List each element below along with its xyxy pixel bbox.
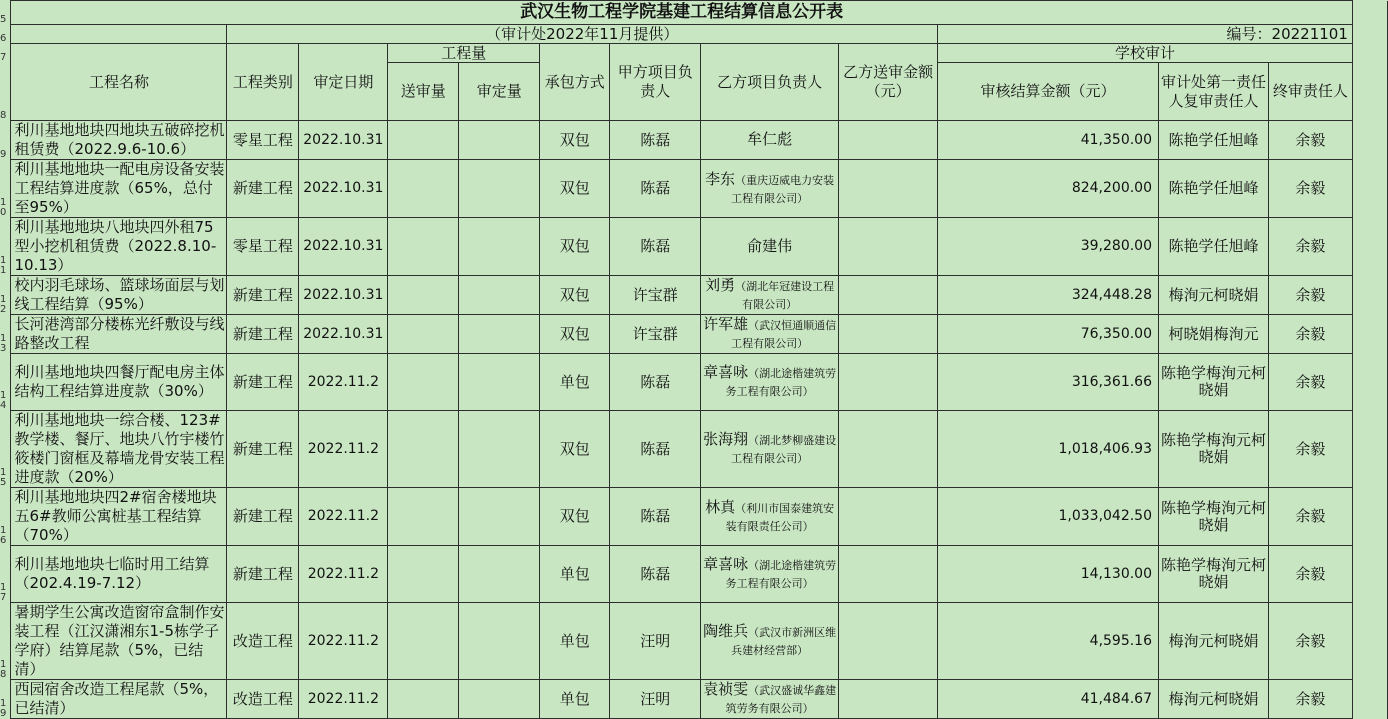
party-b-submitted-cell (839, 315, 938, 354)
row-number: 9 (0, 121, 11, 160)
project-name-cell: 利川基地地块一综合楼、123#教学楼、餐厅、地块八竹宇楼竹筱楼门窗框及幕墙龙骨安装工程进度款（20%） (11, 411, 227, 488)
approval-date-cell: 2022.11.2 (299, 411, 388, 488)
party-b-submitted-cell (839, 218, 938, 276)
contract-mode-cell: 双包 (540, 315, 610, 354)
approved-qty-cell (459, 121, 540, 160)
row-number: 6 (0, 25, 11, 44)
approved-qty-cell (459, 546, 540, 603)
party-b-submitted-cell (839, 411, 938, 488)
contract-mode-cell: 单包 (540, 546, 610, 603)
party-b-submitted-cell (839, 354, 938, 411)
header-quantity-group: 工程量 (388, 44, 540, 63)
party-b-company: （重庆迈威电力安装工程有限公司） (731, 173, 835, 205)
submitted-qty-cell (388, 411, 459, 488)
first-reviewer-cell: 陈艳学梅洵元柯晓娟 (1159, 411, 1269, 488)
first-reviewer-cell: 梅洵元柯晓娟 (1159, 603, 1269, 680)
header-party-a-lead: 甲方项目负责人 (610, 44, 701, 121)
header-approved-qty: 审定量 (459, 63, 540, 121)
row-number: 15 (0, 411, 11, 488)
contract-mode-cell: 双包 (540, 276, 610, 315)
final-reviewer-cell: 余毅 (1268, 546, 1352, 603)
table-row (0, 218, 1388, 276)
header-approval-date: 审定日期 (299, 44, 388, 121)
party-b-lead-cell (701, 546, 839, 603)
party-b-lead-cell (701, 160, 839, 218)
contract-mode-cell: 单包 (540, 603, 610, 680)
table-row (0, 411, 1388, 488)
party-b-lead-name: 章喜咏 (703, 363, 749, 381)
project-type-cell: 新建工程 (227, 276, 299, 315)
party-a-lead-cell: 陈磊 (610, 546, 701, 603)
header-submitted-qty: 送审量 (388, 63, 459, 121)
table-row (0, 354, 1388, 411)
first-reviewer-cell: 陈艳学任旭峰 (1159, 121, 1269, 160)
row-number: 13 (0, 315, 11, 354)
final-reviewer-cell: 余毅 (1268, 488, 1352, 546)
party-a-lead-cell: 汪明 (610, 680, 701, 719)
approval-date-cell: 2022.11.2 (299, 354, 388, 411)
party-a-lead-cell: 许宝群 (610, 315, 701, 354)
project-type-cell: 新建工程 (227, 411, 299, 488)
project-type-cell: 新建工程 (227, 315, 299, 354)
row-number: 10 (0, 160, 11, 218)
submitted-qty-cell (388, 680, 459, 719)
party-b-company: （湖北途楷建筑劳务工程有限公司） (725, 367, 837, 398)
table-row (0, 121, 1388, 160)
row-number: 11 (0, 218, 11, 276)
party-b-lead-cell (701, 354, 839, 411)
project-name-cell: 利川基地地块四2#宿舍楼地块五6#教师公寓桩基工程结算（70%） (11, 488, 227, 546)
audit-amount-cell: 1,033,042.50 (938, 488, 1159, 546)
party-b-company: （武汉恒通顺通信工程有限公司） (731, 319, 837, 350)
project-type-cell: 改造工程 (227, 603, 299, 680)
approval-date-cell: 2022.10.31 (299, 315, 388, 354)
party-b-lead-name: 俞建伟 (747, 236, 793, 255)
header-contract-mode: 承包方式 (540, 44, 610, 121)
header-party-b-lead: 乙方项目负责人 (701, 44, 839, 121)
project-type-cell: 新建工程 (227, 546, 299, 603)
doc-number: 编号：20221101 (938, 25, 1353, 44)
submitted-qty-cell (388, 121, 459, 160)
contract-mode-cell: 单包 (540, 680, 610, 719)
audit-amount-cell: 41,350.00 (938, 121, 1159, 160)
submitted-qty-cell (388, 218, 459, 276)
approval-date-cell: 2022.11.2 (299, 488, 388, 546)
party-b-lead-cell (701, 411, 839, 488)
party-b-lead-name: 林真 (705, 497, 736, 516)
header-first-reviewer: 审计处第一责任人复审责任人 (1159, 63, 1269, 121)
final-reviewer-cell: 余毅 (1268, 411, 1352, 488)
project-name-cell: 暑期学生公寓改造窗帘盒制作安装工程（江汉潇湘东1-5栋学子学府）结算尾款（5%，已结清） (11, 603, 227, 680)
table-row (0, 680, 1388, 719)
party-a-lead-cell: 陈磊 (610, 218, 701, 276)
row-number: 16 (0, 488, 11, 546)
project-name-cell: 利川基地地块四地块五破碎挖机租赁费（2022.9.6-10.6） (11, 121, 227, 160)
contract-mode-cell: 单包 (540, 354, 610, 411)
approval-date-cell: 2022.10.31 (299, 276, 388, 315)
party-b-company: （利川市国泰建筑安装有限责任公司） (725, 501, 835, 533)
submitted-qty-cell (388, 276, 459, 315)
contract-mode-cell: 双包 (540, 488, 610, 546)
final-reviewer-cell: 余毅 (1268, 276, 1352, 315)
first-reviewer-cell: 陈艳学任旭峰 (1159, 218, 1269, 276)
approved-qty-cell (459, 160, 540, 218)
row-number: 7 (0, 44, 11, 63)
approved-qty-cell (459, 680, 540, 719)
approved-qty-cell (459, 315, 540, 354)
row-number: 18 (0, 603, 11, 680)
party-a-lead-cell: 陈磊 (610, 121, 701, 160)
page-title: 武汉生物工程学院基建工程结算信息公开表 (11, 1, 1352, 25)
contract-mode-cell: 双包 (540, 121, 610, 160)
approved-qty-cell (459, 411, 540, 488)
party-b-lead-cell (701, 315, 839, 354)
page-subtitle: （审计处2022年11月提供） (227, 25, 938, 44)
contract-mode-cell: 双包 (540, 160, 610, 218)
party-b-submitted-cell (839, 488, 938, 546)
approved-qty-cell (459, 603, 540, 680)
party-a-lead-cell: 汪明 (610, 603, 701, 680)
final-reviewer-cell: 余毅 (1268, 354, 1352, 411)
project-type-cell: 改造工程 (227, 680, 299, 719)
approved-qty-cell (459, 218, 540, 276)
row-number: 12 (0, 276, 11, 315)
header-final-reviewer: 终审责任人 (1268, 63, 1352, 121)
project-name-cell: 校内羽毛球场、篮球场面层与划线工程结算（95%） (11, 276, 227, 315)
project-type-cell: 新建工程 (227, 160, 299, 218)
approval-date-cell: 2022.11.2 (299, 546, 388, 603)
final-reviewer-cell: 余毅 (1268, 218, 1352, 276)
header-party-b-submitted: 乙方送审金额（元） (839, 44, 938, 121)
table-row (0, 276, 1388, 315)
party-b-lead-name: 章喜咏 (703, 555, 749, 573)
header-audit-amount: 审核结算金额（元） (938, 63, 1159, 121)
party-b-lead-name: 袁祯雯 (703, 680, 749, 698)
final-reviewer-cell: 余毅 (1268, 603, 1352, 680)
approved-qty-cell (459, 354, 540, 411)
final-reviewer-cell: 余毅 (1268, 160, 1352, 218)
contract-mode-cell: 双包 (540, 218, 610, 276)
approval-date-cell: 2022.11.2 (299, 603, 388, 680)
table-body (0, 121, 1388, 719)
audit-amount-cell: 41,484.67 (938, 680, 1159, 719)
party-a-lead-cell: 许宝群 (610, 276, 701, 315)
project-type-cell: 零星工程 (227, 121, 299, 160)
submitted-qty-cell (388, 603, 459, 680)
party-b-lead-cell (701, 121, 839, 160)
project-name-cell: 利川基地地块七临时用工结算（202.4.19-7.12） (11, 546, 227, 603)
party-b-lead-cell (701, 680, 839, 719)
party-b-company: （武汉市新洲区维兵建材经营部） (731, 626, 837, 657)
audit-amount-cell: 316,361.66 (938, 354, 1159, 411)
project-type-cell: 零星工程 (227, 218, 299, 276)
submitted-qty-cell (388, 546, 459, 603)
approved-qty-cell (459, 276, 540, 315)
party-b-submitted-cell (839, 603, 938, 680)
party-b-lead-name: 陶维兵 (703, 622, 749, 640)
approval-date-cell: 2022.10.31 (299, 218, 388, 276)
row-number: 8 (0, 63, 11, 121)
submitted-qty-cell (388, 315, 459, 354)
party-b-submitted-cell (839, 680, 938, 719)
party-b-submitted-cell (839, 121, 938, 160)
table-row (0, 603, 1388, 680)
audit-amount-cell: 14,130.00 (938, 546, 1159, 603)
row-number: 19 (0, 680, 11, 719)
party-b-lead-name: 许军雄 (703, 315, 749, 333)
party-a-lead-cell: 陈磊 (610, 488, 701, 546)
project-name-cell: 西园宿舍改造工程尾款（5%，已结清） (11, 680, 227, 719)
audit-amount-cell: 324,448.28 (938, 276, 1159, 315)
first-reviewer-cell: 陈艳学梅洵元柯晓娟 (1159, 488, 1269, 546)
first-reviewer-cell: 柯晓娟梅洵元 (1159, 315, 1269, 354)
table-row (0, 315, 1388, 354)
party-b-company: （武汉盛诚华鑫建筑劳务有限公司） (725, 684, 837, 715)
party-b-company: （湖北梦柳盛建设工程有限公司） (731, 434, 837, 465)
project-name-cell: 利川基地地块四餐厅配电房主体结构工程结算进度款（30%） (11, 354, 227, 411)
party-b-lead-cell (701, 488, 839, 546)
row-number: 17 (0, 546, 11, 603)
party-b-lead-cell (701, 218, 839, 276)
approval-date-cell: 2022.10.31 (299, 121, 388, 160)
project-name-cell: 利川基地地块一配电房设备安装工程结算进度款（65%，总付至95%） (11, 160, 227, 218)
table-row (0, 488, 1388, 546)
final-reviewer-cell: 余毅 (1268, 680, 1352, 719)
party-b-submitted-cell (839, 160, 938, 218)
party-a-lead-cell: 陈磊 (610, 411, 701, 488)
audit-amount-cell: 76,350.00 (938, 315, 1159, 354)
project-name-cell: 利川基地地块八地块四外租75型小挖机租赁费（2022.8.10-10.13） (11, 218, 227, 276)
approved-qty-cell (459, 488, 540, 546)
header-audit-group: 学校审计 (938, 44, 1353, 63)
submitted-qty-cell (388, 354, 459, 411)
project-type-cell: 新建工程 (227, 488, 299, 546)
table-row (0, 546, 1388, 603)
audit-amount-cell: 39,280.00 (938, 218, 1159, 276)
audit-amount-cell: 824,200.00 (938, 160, 1159, 218)
party-a-lead-cell: 陈磊 (610, 160, 701, 218)
project-type-cell: 新建工程 (227, 354, 299, 411)
party-b-lead-name: 张海翔 (703, 430, 749, 448)
approval-date-cell: 2022.10.31 (299, 160, 388, 218)
audit-amount-cell: 4,595.16 (938, 603, 1159, 680)
party-b-lead-name: 李东 (705, 169, 736, 188)
submitted-qty-cell (388, 488, 459, 546)
first-reviewer-cell: 陈艳学任旭峰 (1159, 160, 1269, 218)
party-b-company: （湖北年冠建设工程有限公司） (735, 280, 835, 311)
row-number: 5 (0, 1, 11, 25)
project-name-cell: 长河港湾部分楼栋光纤敷设与线路整改工程 (11, 315, 227, 354)
header-project-type: 工程类别 (227, 44, 299, 121)
first-reviewer-cell: 陈艳学梅洵元柯晓娟 (1159, 546, 1269, 603)
final-reviewer-cell: 余毅 (1268, 315, 1352, 354)
audit-amount-cell: 1,018,406.93 (938, 411, 1159, 488)
header-project-name: 工程名称 (11, 44, 227, 121)
first-reviewer-cell: 梅洵元柯晓娟 (1159, 276, 1269, 315)
party-b-company: （湖北途楷建筑劳务工程有限公司） (725, 559, 837, 590)
first-reviewer-cell: 陈艳学梅洵元柯晓娟 (1159, 354, 1269, 411)
party-b-lead-name: 刘勇 (705, 276, 736, 294)
contract-mode-cell: 双包 (540, 411, 610, 488)
party-b-lead-cell (701, 603, 839, 680)
party-b-submitted-cell (839, 276, 938, 315)
submitted-qty-cell (388, 160, 459, 218)
final-reviewer-cell: 余毅 (1268, 121, 1352, 160)
approval-date-cell: 2022.11.2 (299, 680, 388, 719)
table-row (0, 160, 1388, 218)
row-number: 14 (0, 354, 11, 411)
party-b-lead-name: 牟仁彪 (747, 130, 793, 148)
party-b-submitted-cell (839, 546, 938, 603)
first-reviewer-cell: 梅洵元柯晓娟 (1159, 680, 1269, 719)
party-b-lead-cell (701, 276, 839, 315)
party-a-lead-cell: 陈磊 (610, 354, 701, 411)
